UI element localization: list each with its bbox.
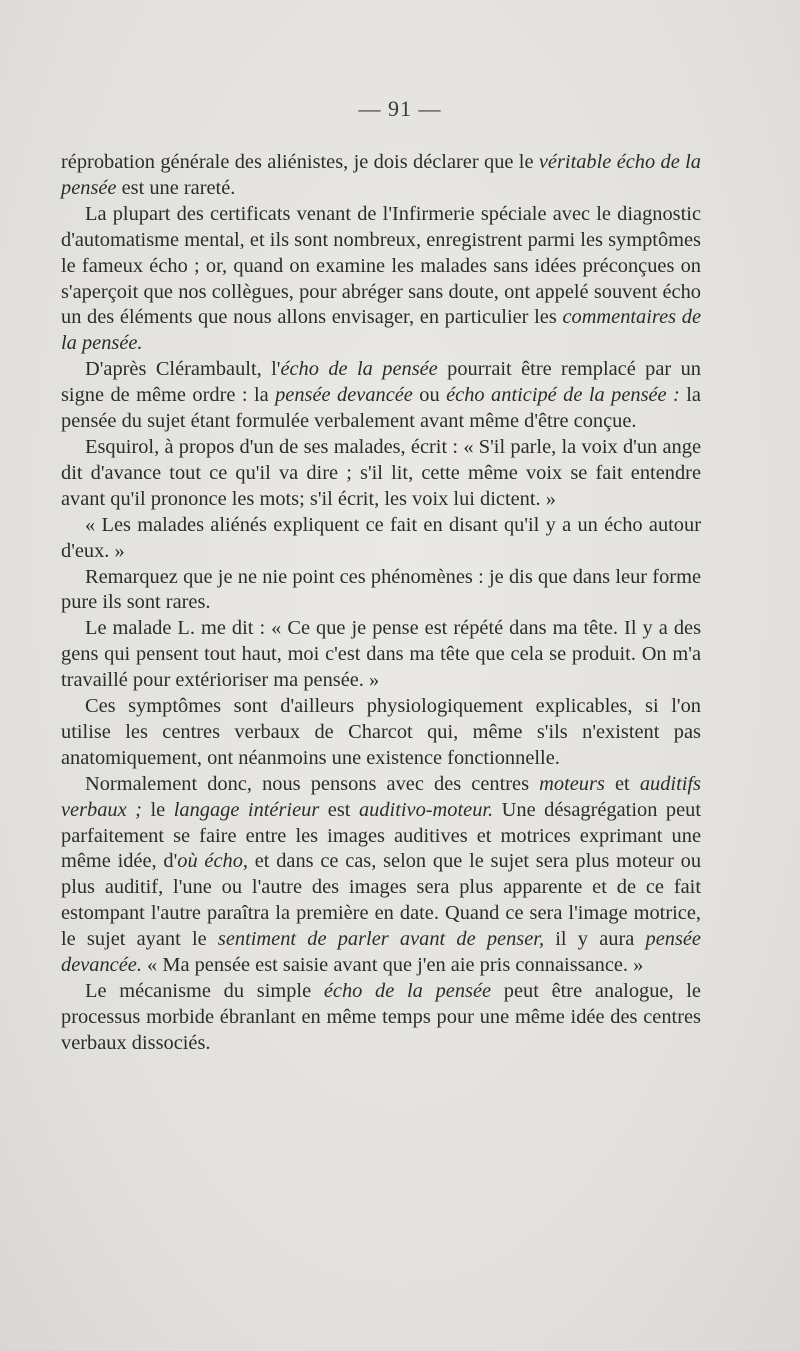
italic-text-run: pensée devancée. (61, 928, 701, 977)
italic-text-run: écho de la pensée (323, 980, 492, 1002)
text-run: et (604, 772, 640, 795)
text-run: le (141, 798, 174, 821)
paragraph (61, 565, 701, 617)
paragraph (61, 694, 701, 772)
italic-text-run: auditifs verbaux ; (61, 772, 701, 821)
paragraph (61, 150, 701, 202)
text-run: Esquirol, à propos d'un de ses malades, écrit : « S'il parle, la voix d'un ange dit d'avance tout ce qu'il va dire ; s'il lit, cette même voix se fait entendre avant qu'il prononce les mots; s'il écrit, les voix lui dictent. » (61, 435, 701, 510)
text-run: La plupart des certificats venant de l'Infirmerie spéciale avec le diagnostic d'automatisme mental, et ils sont nombreux, enregistrent parmi les symptômes le fameux écho ; or, quand on examine les malades sans idées préconçues on s'aperçoit que nos collègues, pour abréger sans doute, ont appelé souvent écho un des éléments que nous allons envisager, en particulier les (61, 202, 701, 329)
italic-text-run: écho anticipé de la pensée : (446, 384, 680, 407)
text-run: et dans ce cas, selon que le sujet sera plus moteur ou plus auditif, l'une ou l'autre des images sera plus apparente et de ce fait estompant l'autre paraîtra la première en date. Quand ce sera l'image motrice, le sujet ayant le (61, 850, 702, 951)
text-run: Ces symptômes sont d'ailleurs physiologiquement explicables, si l'on utilise les centres verbaux de Charcot qui, même s'ils n'existent pas anatomiquement, ont néanmoins une existence fonctionnelle. (61, 695, 701, 769)
italic-text-run: où écho, (177, 850, 248, 873)
text-run: il y aura (544, 928, 646, 951)
italic-text-run: auditivo-moteur. (358, 798, 494, 821)
italic-text-run: écho de la pensée (280, 358, 438, 381)
text-run: ou (412, 384, 447, 407)
paragraph (61, 979, 701, 1057)
italic-text-run: moteurs (539, 772, 605, 795)
text-run: « Les malades aliénés expliquent ce fait en disant qu'il y a un écho autour d'eux. » (61, 513, 701, 562)
italic-text-run: sentiment de parler avant de penser, (217, 928, 545, 951)
text-run: est (319, 798, 359, 821)
text-run: Le malade L. me dit : « Ce que je pense est répété dans ma tête. Il y a des gens qui pensent tout haut, moi c'est dans ma tête que cela se produit. On m'a travaillé pour extérioriser ma pensée. » (61, 617, 701, 692)
page-number: — 91 — (358, 96, 442, 121)
italic-text-run: pensée devancée (275, 384, 413, 407)
italic-text-run: commentaires de la pensée. (61, 306, 701, 355)
paragraph (61, 513, 701, 565)
text-run: Normalement donc, nous pensons avec des centres (85, 772, 540, 795)
italic-text-run: véritable écho de la pensée (61, 151, 701, 199)
paragraph (61, 435, 701, 513)
text-run: la pensée du sujet étant formulée verbalement avant même d'être conçue. (61, 384, 701, 433)
text-run: Remarquez que je ne nie point ces phénomènes : je dis que dans leur forme pure ils sont rares. (61, 565, 701, 614)
body-text (61, 150, 701, 1057)
text-run: peut être analogue, le processus morbide ébranlant en même temps pour une même idée des centres verbaux dissociés. (61, 980, 701, 1054)
text-run: est une rareté. (116, 176, 236, 199)
text-run: « Ma pensée est saisie avant que j'en aie pris connaissance. » (141, 954, 644, 977)
text-run: Le mécanisme du simple (85, 980, 324, 1002)
italic-text-run: langage intérieur (173, 798, 320, 821)
paragraph (61, 357, 701, 435)
paragraph (61, 202, 701, 357)
text-run: D'après Clérambault, l' (85, 358, 281, 381)
paragraph (61, 772, 701, 979)
paragraph (61, 616, 701, 694)
text-run: Une désagrégation peut parfaitement se faire entre les images auditives et motrices exprimant une même idée, d' (61, 798, 701, 873)
text-run: pourrait être remplacé par un signe de même ordre : la (61, 358, 702, 407)
text-run: réprobation générale des aliénistes, je dois déclarer que le (61, 151, 539, 173)
